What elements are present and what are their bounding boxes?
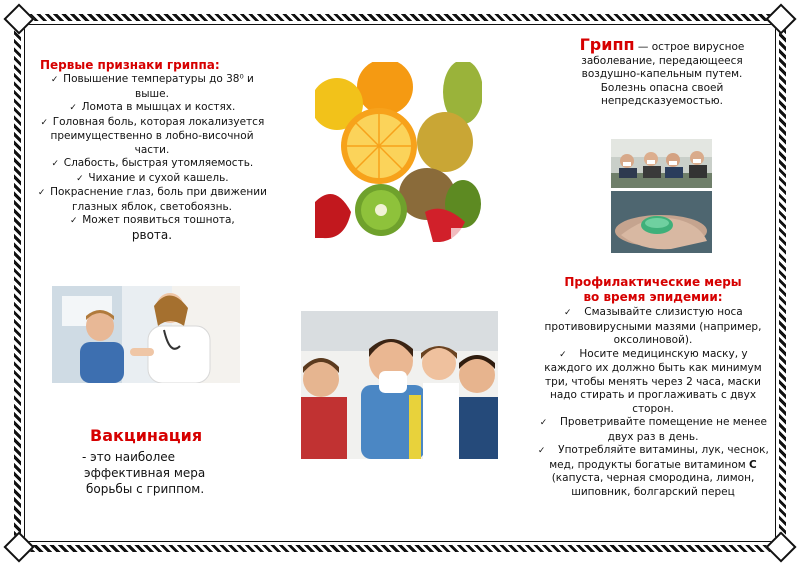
check-icon: ✓ xyxy=(50,75,59,85)
list-item: ✓ Ломота в мышцах и костях. xyxy=(34,101,270,116)
vaccination-line: - это наиболее xyxy=(82,450,176,464)
prevention-title-line: Профилактические меры xyxy=(564,275,742,289)
list-item: ✓ Повышение температуры до 38⁰ и выше. xyxy=(50,73,254,100)
flu-title: Грипп xyxy=(579,35,635,54)
flu-definition-line: воздушно-капельным путем. xyxy=(581,68,743,80)
list-item-last-line: рвота. xyxy=(131,227,173,242)
list-item: ✓ Может появиться тошнота, xyxy=(34,214,270,229)
flu-definition xyxy=(552,35,772,109)
handwashing-photo xyxy=(611,191,712,253)
check-icon: ✓ xyxy=(69,216,78,226)
list-item: ✓ Употребляйте витамины, лук, чеснок, мед, продукты богатые витамином С (капуста, черная смородина, лимон, шиповник, болгарский перец xyxy=(537,444,769,498)
flu-definition-line: Болезнь опасна своей xyxy=(600,81,724,94)
list-item: ✓ Головная боль, которая локализуется преимущественно в лобно-височной части. xyxy=(40,115,265,156)
check-icon: ✓ xyxy=(539,418,548,428)
masks-classroom-photo xyxy=(611,139,712,188)
symptoms-section xyxy=(34,58,270,242)
list-item: ✓ Слабость, быстрая утомляемость. xyxy=(34,157,270,172)
prevention-section xyxy=(533,275,773,499)
vaccination-line: борьбы с гриппом. xyxy=(86,482,205,496)
flu-definition-line: заболевание, передающееся xyxy=(581,54,743,67)
prevention-title-line: во время эпидемии: xyxy=(583,290,723,304)
check-icon: ✓ xyxy=(40,117,48,128)
children-photo xyxy=(301,311,498,459)
list-item: ✓ Носите медицинскую маску, у каждого их должно быть как минимум три, чтобы менять через 2 часа, маски надо стирать и проглаживать с двух сторон. xyxy=(544,347,762,415)
flu-definition-line: — острое вирусное xyxy=(637,41,745,53)
list-item: ✓ Проветривайте помещение не менее двух раз в день. xyxy=(539,416,767,443)
check-icon: ✓ xyxy=(564,308,572,318)
check-icon: ✓ xyxy=(559,349,567,360)
symptoms-title: Первые признаки гриппа: xyxy=(40,58,220,72)
prevention-list xyxy=(533,306,773,499)
vaccination-title: Вакцинация xyxy=(90,426,203,445)
check-icon: ✓ xyxy=(76,173,84,184)
check-icon: ✓ xyxy=(37,188,46,198)
fruit-photo xyxy=(315,62,482,242)
vitamin-letter: С xyxy=(749,458,757,471)
check-icon: ✓ xyxy=(537,446,546,456)
vaccination-line: эффективная мера xyxy=(84,466,206,480)
doctor-photo xyxy=(52,286,240,383)
vaccination-text xyxy=(76,449,236,497)
list-item: ✓ Чихание и сухой кашель. xyxy=(34,172,270,187)
list-item: ✓ Смазывайте слизистую носа противовирусными мазями (например, оксолиновой). xyxy=(544,306,762,346)
symptoms-list xyxy=(34,73,270,242)
list-item: ✓ Покраснение глаз, боль при движении глазных яблок, светобоязнь. xyxy=(37,186,267,213)
check-icon: ✓ xyxy=(69,103,77,113)
check-icon: ✓ xyxy=(51,159,60,169)
flu-definition-line: непредсказуемостью. xyxy=(601,95,723,107)
